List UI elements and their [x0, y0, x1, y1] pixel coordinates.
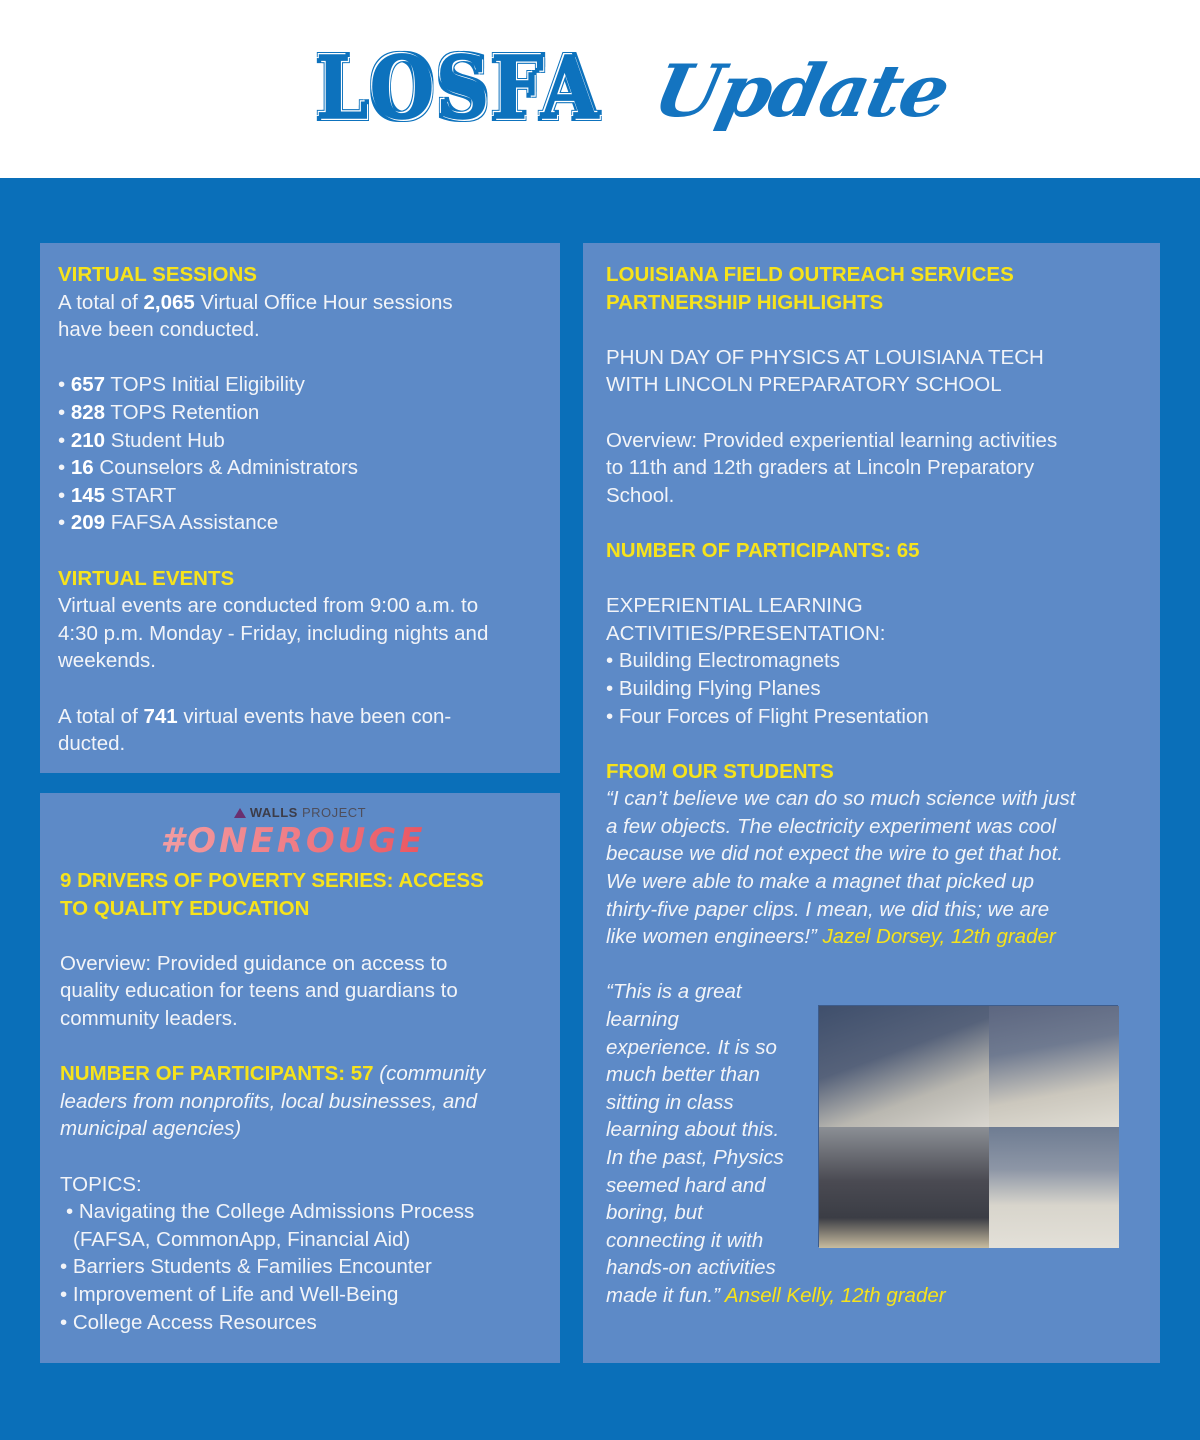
- list-item: • College Access Resources: [60, 1309, 540, 1337]
- photo-classroom-teacher: [819, 1006, 989, 1127]
- onerouge-participants: NUMBER OF PARTICIPANTS: 57 (community: [60, 1062, 486, 1086]
- activities-list: [606, 647, 1138, 730]
- photo-students-experiment: [989, 1127, 1119, 1248]
- events-total-count: 741: [143, 704, 178, 728]
- students-heading: FROM OUR STUDENTS: [606, 759, 834, 783]
- list-item: • 145 START: [58, 482, 542, 510]
- onerouge-heading: 9 DRIVERS OF POVERTY SERIES: ACCESS: [60, 869, 484, 892]
- activities-heading: EXPERIENTIAL LEARNING: [606, 594, 863, 618]
- outreach-panel: LOUISIANA FIELD OUTREACH SERVICES PARTNERSHIP HIGHLIGHTS PHUN DAY OF PHYSICS AT LOUISIANA TECH WITH LINCOLN PREPARATORY SCHOOL Overview: Provided experiential learning activities to 11th and 12th graders at Lincoln Preparatory School. NUMBER OF PARTICIPANTS: 65 EXPERIENTIAL LEARNING ACTIVITIES/PRESENTATION: • Building Electromagnets • Building Flying Planes • Four Forces of Flight Presentation FROM OUR STUDENTS “I can’t believe we can do so much science with just a few objects. The electricity experiment was cool because we did not expect the wire to get that hot. We were able to make a magnet that picked up thirty-five paper clips. I mean, we did this; we are like women engineers!” Jazel Dorsey, 12th grader “This is a great learning experience. It is so much better than sitting in class learning about this. In the past, Physics seemed hard and boring, but connecting it with hands-on activities made it fun.” Ansell Kelly, 12th grader: [583, 243, 1160, 1363]
- logo-update-script: Update: [646, 48, 956, 133]
- virtual-sessions-heading: VIRTUAL SESSIONS: [58, 263, 257, 286]
- student-quote-1: “I can’t believe we can do so much science with just a few objects. The electricity experiment was cool because we did not expect the wire to get that hot. We were able to make a magnet that picked up thirty-five paper clips. I mean, we did this; we are like women engineers!” Jazel Dorsey, 12th grader: [606, 787, 1076, 949]
- events-total: A total of 741 virtual events have been con-: [58, 704, 452, 728]
- sessions-intro: A total of 2,065 Virtual Office Hour sessions: [58, 290, 453, 314]
- list-item: • 209 FAFSA Assistance: [58, 509, 542, 537]
- sessions-breakdown-list: [58, 371, 542, 537]
- list-item: • Building Electromagnets: [606, 647, 1138, 675]
- list-item: • Building Flying Planes: [606, 675, 1138, 703]
- newsletter-logo: [316, 38, 956, 139]
- list-item: • Navigating the College Admissions Process: [60, 1198, 540, 1226]
- list-item: • 16 Counselors & Administrators: [58, 454, 542, 482]
- header-banner: [0, 0, 1200, 178]
- walls-triangle-icon: [234, 808, 246, 818]
- topics-heading: TOPICS:: [60, 1172, 142, 1196]
- onerouge-hashtag-logo: #ONEROUGE: [46, 821, 540, 861]
- outreach-participants: NUMBER OF PARTICIPANTS: 65: [606, 538, 920, 562]
- photo-students-planes: [819, 1127, 989, 1248]
- event-title: PHUN DAY OF PHYSICS AT LOUISIANA TECH: [606, 345, 1044, 369]
- list-item: • Four Forces of Flight Presentation: [606, 703, 1138, 731]
- quote2-author: Ansell Kelly, 12th grader: [724, 1283, 946, 1307]
- outreach-overview: Overview: Provided experiential learning activities: [606, 428, 1058, 452]
- photo-students-table: [989, 1006, 1119, 1127]
- virtual-events-heading: VIRTUAL EVENTS: [58, 566, 235, 590]
- list-item: • 657 TOPS Initial Eligibility: [58, 371, 542, 399]
- onerouge-panel: WALLS PROJECT #ONEROUGE 9 DRIVERS OF POVERTY SERIES: ACCESS TO QUALITY EDUCATION Overview: Provided guidance on access to quality education for teens and guardians to community leaders. NUMBER OF PARTICIPANTS: 57 (community leaders from nonprofits, local businesses, and municipal agencies) TOPICS: • Navigating the College Admissions Process (FAFSA, CommonApp, Financial Aid) • Barriers Students & Families Encounter • Improvement of Life and Well-Being • College Access Resources: [40, 793, 560, 1363]
- list-item: • Barriers Students & Families Encounter: [60, 1253, 540, 1281]
- outreach-heading: LOUISIANA FIELD OUTREACH SERVICES: [606, 263, 1014, 286]
- list-item: • Improvement of Life and Well-Being: [60, 1281, 540, 1309]
- logo-losfa-text: LOSFA: [316, 38, 601, 139]
- list-item: • 828 TOPS Retention: [58, 399, 542, 427]
- list-item: • 210 Student Hub: [58, 427, 542, 455]
- student-quote-2: “This is a great learning experience. It is so much better than sitting in class learning about this. In the past, Physics seemed hard and boring, but connecting it with hands-on activities made it fun.” Ansell Kelly, 12th grader: [606, 980, 946, 1307]
- student-photo-collage: [818, 1005, 1118, 1247]
- onerouge-overview: Overview: Provided guidance on access to: [60, 951, 448, 975]
- quote1-author: Jazel Dorsey, 12th grader: [822, 925, 1056, 949]
- walls-project-logo: WALLS PROJECT: [60, 805, 540, 821]
- sessions-total-count: 2,065: [143, 290, 195, 314]
- topics-list: • Navigating the College Admissions Process (FAFSA, CommonApp, Financial Aid) • Barriers Students & Families Encounter • Improvement of Life and Well-Being • College Access Resources: [60, 1198, 540, 1336]
- virtual-sessions-panel: VIRTUAL SESSIONS A total of 2,065 Virtual Office Hour sessions have been conducted. • 657 TOPS Initial Eligibility • 828 TOPS Retention • 210 Student Hub • 16 Counselors & Administrators • 145 START • 209 FAFSA Assistance VIRTUAL EVENTS Virtual events are conducted from 9:00 a.m. to 4:30 p.m. Monday - Friday, including nights and weekends. A total of 741 virtual events have been con- ducted.: [40, 243, 560, 773]
